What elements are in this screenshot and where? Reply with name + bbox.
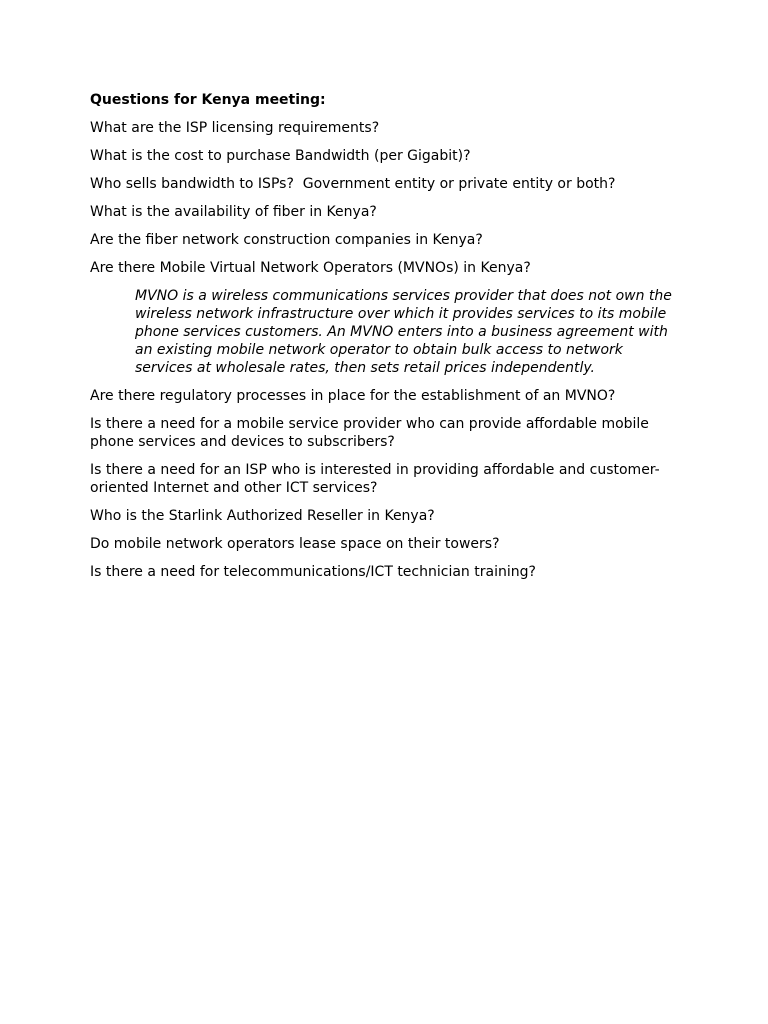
question-isp-licensing: What are the ISP licensing requirements? [90, 120, 380, 136]
question-tower-lease: Do mobile network operators lease space on their towers? [90, 536, 500, 552]
question-technician-training: Is there a need for telecommunications/ICT technician training? [90, 564, 536, 580]
question-mvno-regulation: Are there regulatory processes in place for the establishment of an MVNO? [90, 388, 616, 404]
question-bandwidth-cost: What is the cost to purchase Bandwidth (per Gigabit)? [90, 148, 471, 164]
question-mvnos: Are there Mobile Virtual Network Operators (MVNOs) in Kenya? [90, 260, 531, 276]
question-fiber-construction: Are the fiber network construction companies in Kenya? [90, 232, 483, 248]
question-mobile-provider-need: Is there a need for a mobile service provider who can provide affordable mobile phone services and devices to subscribers? [90, 416, 649, 450]
document-page [90, 91, 680, 591]
mvno-definition-note: MVNO is a wireless communications services provider that does not own the wireless network infrastructure over which it provides services to its mobile phone services customers. An MVNO enters into a business agreement with an existing mobile network operator to obtain bulk access to network services at wholesale rates, then sets retail prices independently. [135, 288, 672, 376]
question-bandwidth-sellers: Who sells bandwidth to ISPs? Government entity or private entity or both? [90, 176, 616, 192]
question-fiber-availability: What is the availability of fiber in Kenya? [90, 204, 377, 220]
document-title: Questions for Kenya meeting: [90, 92, 326, 108]
question-isp-need: Is there a need for an ISP who is interested in providing affordable and customer-oriented Internet and other ICT services? [90, 462, 660, 496]
question-starlink-reseller: Who is the Starlink Authorized Reseller in Kenya? [90, 508, 435, 524]
